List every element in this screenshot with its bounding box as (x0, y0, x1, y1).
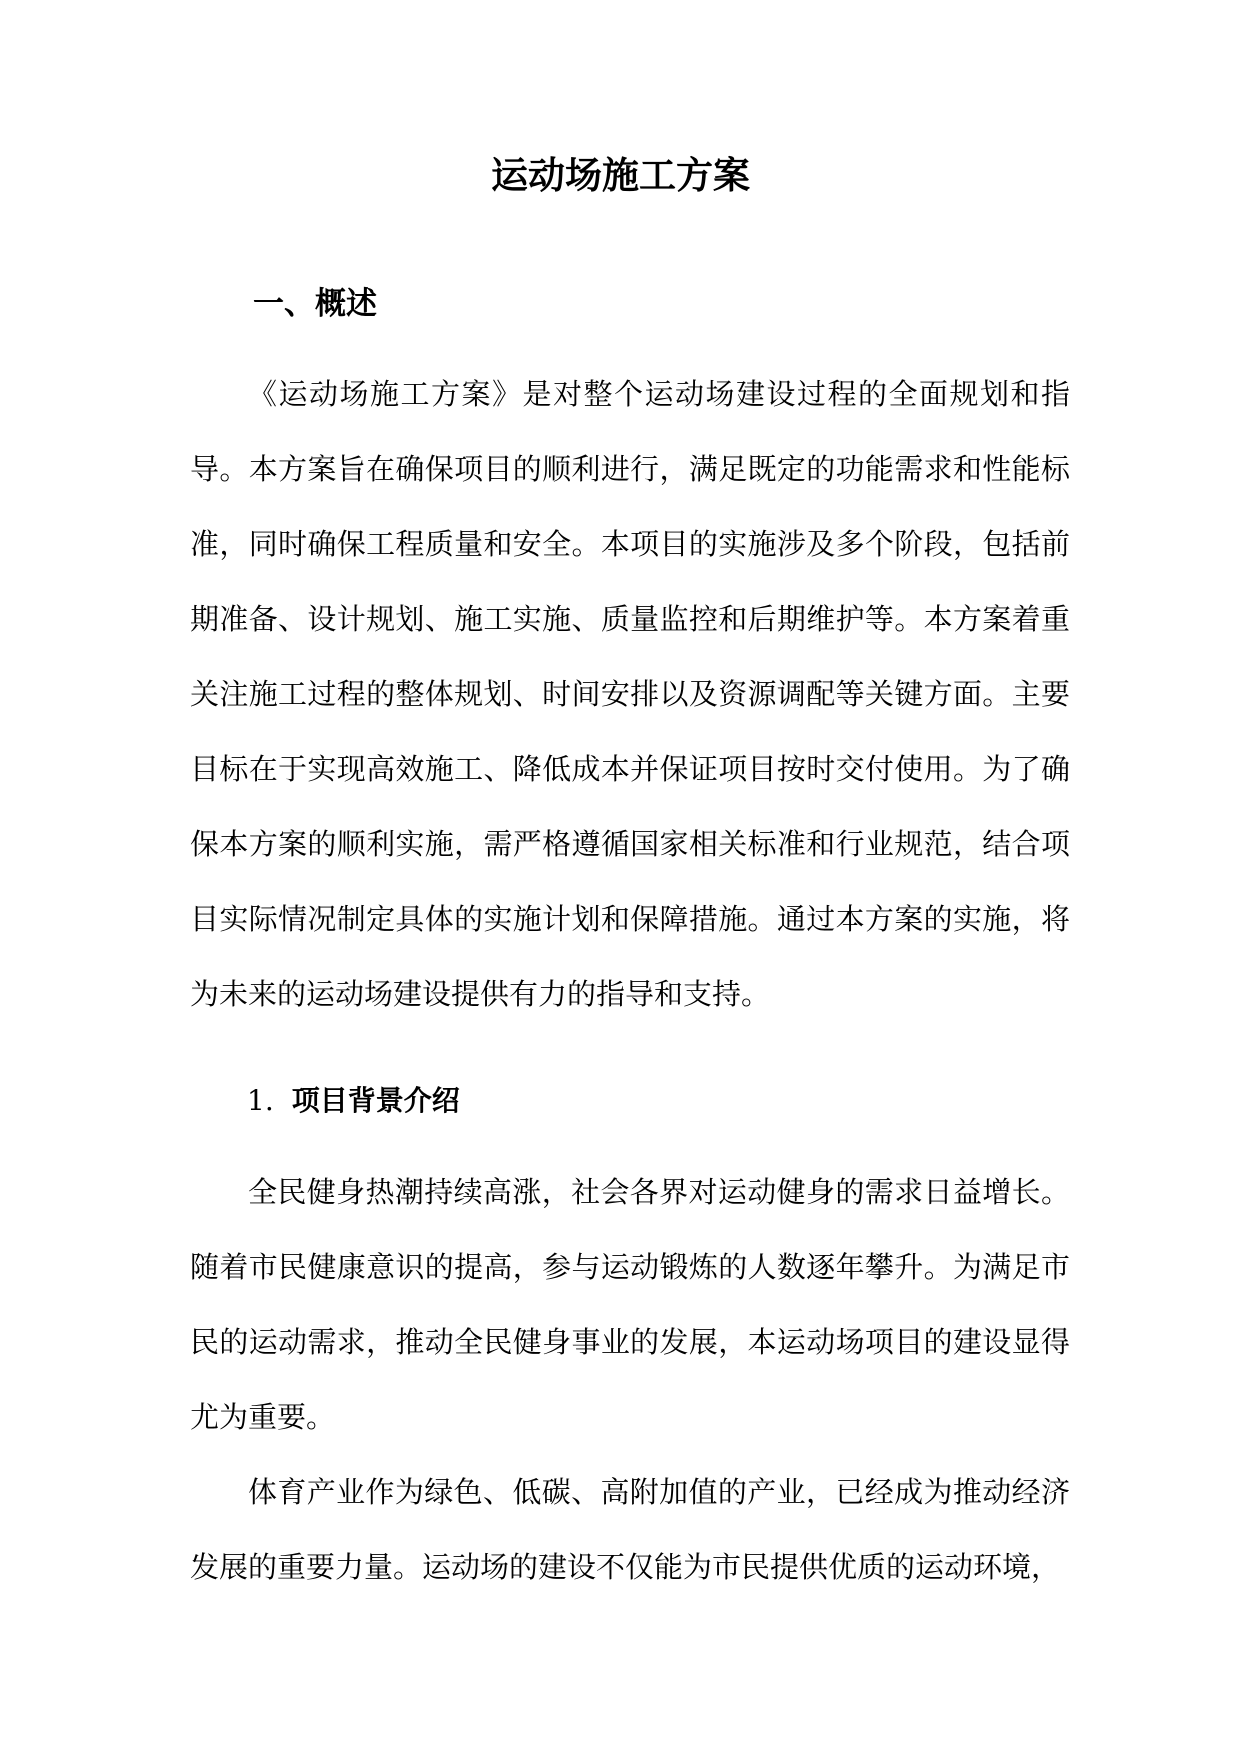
overview-paragraph: 《运动场施工方案》是对整个运动场建设过程的全面规划和指导。本方案旨在确保项目的顺利进行，满足既定的功能需求和性能标准，同时确保工程质量和安全。本项目的实施涉及多个阶段，包括前期准备、设计规划、施工实施、质量监控和后期维护等。本方案着重关注施工过程的整体规划、时间安排以及资源调配等关键方面。主要目标在于实现高效施工、降低成本并保证项目按时交付使用。为了确保本方案的顺利实施，需严格遵循国家相关标准和行业规范，结合项目实际情况制定具体的实施计划和保障措施。通过本方案的实施，将为未来的运动场建设提供有力的指导和支持。 (190, 377, 1070, 1011)
section-heading-overview: 一、概述 (253, 286, 377, 322)
background-paragraph-1: 全民健身热潮持续高涨，社会各界对运动健身的需求日益增长。随着市民健康意识的提高，参与运动锻炼的人数逐年攀升。为满足市民的运动需求，推动全民健身事业的发展，本运动场项目的建设显得尤为重要。 (190, 1175, 1070, 1434)
subsection-number: 1. (247, 1084, 274, 1117)
subsection-title: 项目背景介绍 (291, 1084, 460, 1117)
subsection-heading-project-background (247, 1083, 460, 1119)
background-paragraph-2: 体育产业作为绿色、低碳、高附加值的产业，已经成为推动经济发展的重要力量。运动场的建设不仅能为市民提供优质的运动环境， (190, 1475, 1070, 1584)
document-title: 运动场施工方案 (491, 153, 750, 197)
